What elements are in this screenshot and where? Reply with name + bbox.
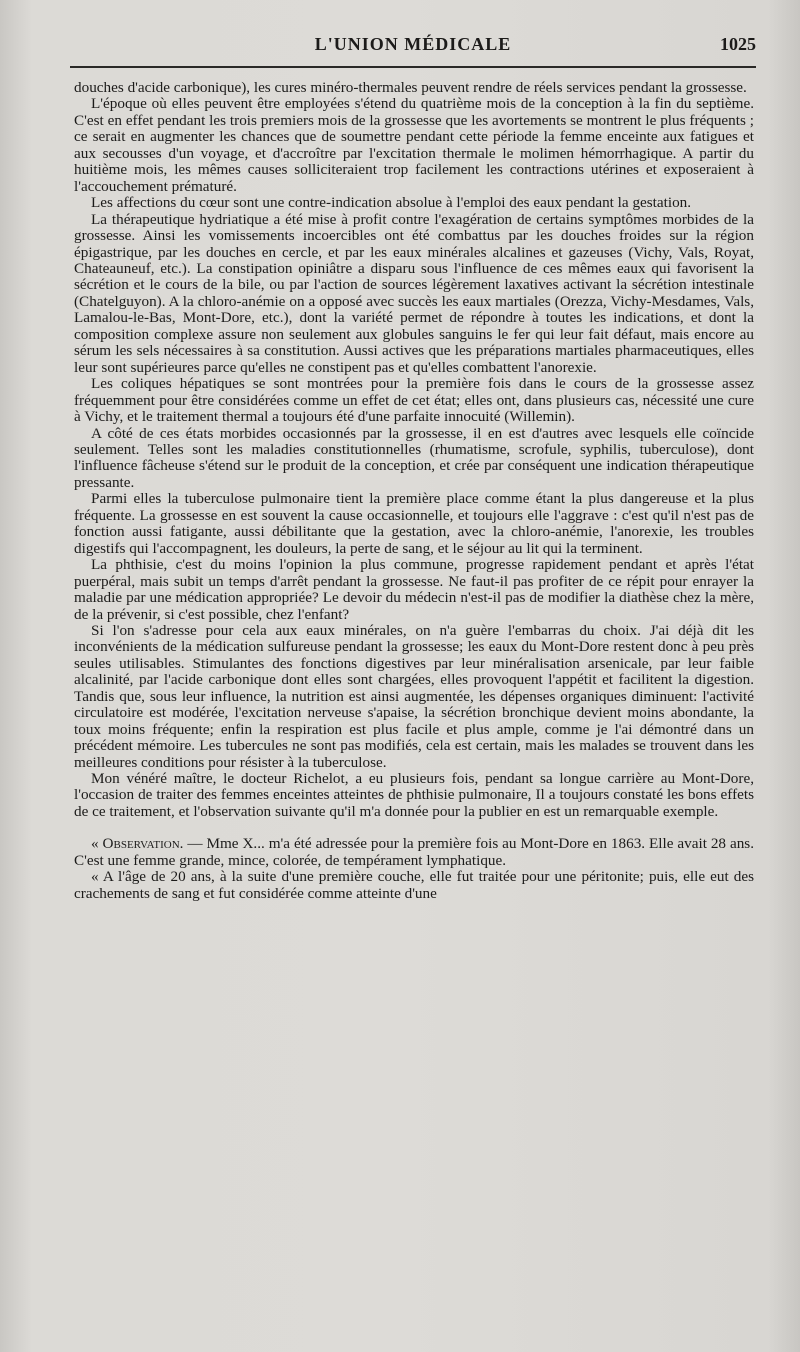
paragraph: Les affections du cœur sont une contre-indication absolue à l'emploi des eaux pendant la gestation. [91,194,692,212]
running-title: L'UNION MÉDICALE [314,34,512,54]
observation-block [74,836,754,902]
paragraph: A côté de ces états morbides occasionnés par la grossesse, il en est d'autres avec lesquels elle coïncide seulement. Telles sont les maladies constitutionnelles (rhumatisme, scrofule, syphilis, tuberculose), dont l'influence fâcheuse s'étend sur le produit de la conception, et crée par conséquent une indication thérapeutique pressante. [74,424,754,491]
paragraph: Les coliques hépatiques se sont montrées pour la première fois dans le cours de la grossesse assez fréquemment pour être considérées comme un effet de cet état; elles ont, dans plusieurs cas, nécessité une cure à Vichy, et le traitement thermal a toujours été d'une parfaite innocuité (Willemin). [74,375,754,426]
header-rule [70,66,756,68]
paragraph: L'époque où elles peuvent être employées s'étend du quatrième mois de la conception à la fin du septième. C'est en effet pendant les trois premiers mois de la grossesse que les avortements se montrent le plus fréquents ; ce serait en augmenter les chances que de soumettre pendant cette période la femme enceinte aux fatigues et aux secousses d'un voyage, et d'accroître par l'excitation thermale le molimen hémorrhagique. A partir du huitième mois, les mêmes causes solliciteraient trop facilement les contractions utérines et exposeraient à l'accouchement prématuré. [74,95,754,195]
paragraph: Mon vénéré maître, le docteur Richelot, a eu plusieurs fois, pendant sa longue carrière au Mont-Dore, l'occasion de traiter des femmes enceintes atteintes de phthisie pulmonaire, Il a toujours constaté les bons effets de ce traitement, et l'observation suivante qu'il m'a donnée pour la publier en est un remarquable exemple. [74,770,754,820]
observation-label: « Observation. [91,835,184,853]
page-number: 1025 [720,34,756,54]
paragraph: La phthisie, c'est du moins l'opinion la plus commune, progresse rapidement pendant et après l'état puerpéral, mais subit un temps d'arrêt pendant la grossesse. Ne faut-il pas profiter de ce répit pour enrayer la maladie par une médication appropriée? Le devoir du médecin n'est-il pas de modifier la diathèse chez la mère, de la prévenir, si c'est possible, chez l'enfant? [74,556,754,623]
body-text [74,80,754,902]
paragraph: Si l'on s'adresse pour cela aux eaux minérales, on n'a guère l'embarras du choix. J'ai déjà dit les inconvénients de la médication sulfureuse pendant la grossesse; les eaux du Mont-Dore restent donc à peu près seules utilisables. Stimulantes des fonctions digestives par leur minéralisation arsenicale, par leur faible alcalinité, par l'acide carbonique dont elles sont chargées, elles provoquent l'appétit et facilitent la digestion. Tandis que, sous leur influence, la nutrition est ainsi augmentée, les dépenses organiques diminuent: l'activité circulatoire est modérée, l'excitation nerveuse s'apaise, la sécrétion bronchique devient moins abondante, la toux moins fréquente; enfin la respiration est plus facile et plus ample, comme je l'ai démontré dans un précédent mémoire. Les tubercules ne sont pas modifiés, cela est certain, mais les malades se trouvent dans les meilleures conditions pour résister à la tuberculose. [74,621,754,771]
paragraph: Parmi elles la tuberculose pulmonaire tient la première place comme étant la plus dangereuse et la plus fréquente. La grossesse en est souvent la cause occasionnelle, et toujours elle l'aggrave : c'est qu'il n'est pas de fonction aussi fatigante, aussi débilitante que la gestation, avec la chloro-anémie, l'anorexie, les troubles digestifs qui l'accompagnent, les douleurs, la perte de sang, et le séjour au lit qui la terminent. [74,490,754,557]
paragraph: La thérapeutique hydriatique a été mise à profit contre l'exagération de certains symptômes morbides de la grossesse. Ainsi les vomissements incoercibles ont été combattus par les douches froides sur la région épigastrique, par les douches en cercle, et par les eaux minérales alcalines et gazeuses (Vichy, Vals, Royat, Chateauneuf, etc.). La constipation opiniâtre a disparu sous l'influence de ces mêmes eaux qui favorisent la sécrétion et le cours de la bile, ou par l'action de sources légèrement laxatives activant la sécrétion intestinale (Chatelguyon). A la chloro-anémie on a opposé avec succès les eaux martiales (Orezza, Vichy-Mesdames, Vals, Lamalou-le-Bas, Mont-Dore, etc.), dont la variété permet de répondre à toutes les indications, et dont la composition complexe assure non seulement aux globules sanguins le fer qui leur fait défaut, mais encore au sérum les sels nécessaires à sa constitution. Aussi actives que les préparations martiales pharmaceutiques, elles leur sont supérieures parce qu'elles ne constipent pas et qu'elles combattent l'anorexie. [74,210,754,376]
observation-text: — Mme X... m'a été adressée pour la première fois au Mont-Dore en 1863. Elle avait 28 ans. C'est une femme grande, mince, colorée, de tempérament lymphatique. [74,835,754,869]
page-header [70,30,756,66]
observation-continuation: « A l'âge de 20 ans, à la suite d'une première couche, elle fut traitée pour une péritonite; puis, elle eut des crachements de sang et fut considérée comme atteinte d'une [74,868,754,902]
paragraph: douches d'acide carbonique), les cures minéro-thermales peuvent rendre de réels services pendant la grossesse. [74,79,747,96]
observation-paragraph [74,836,754,869]
